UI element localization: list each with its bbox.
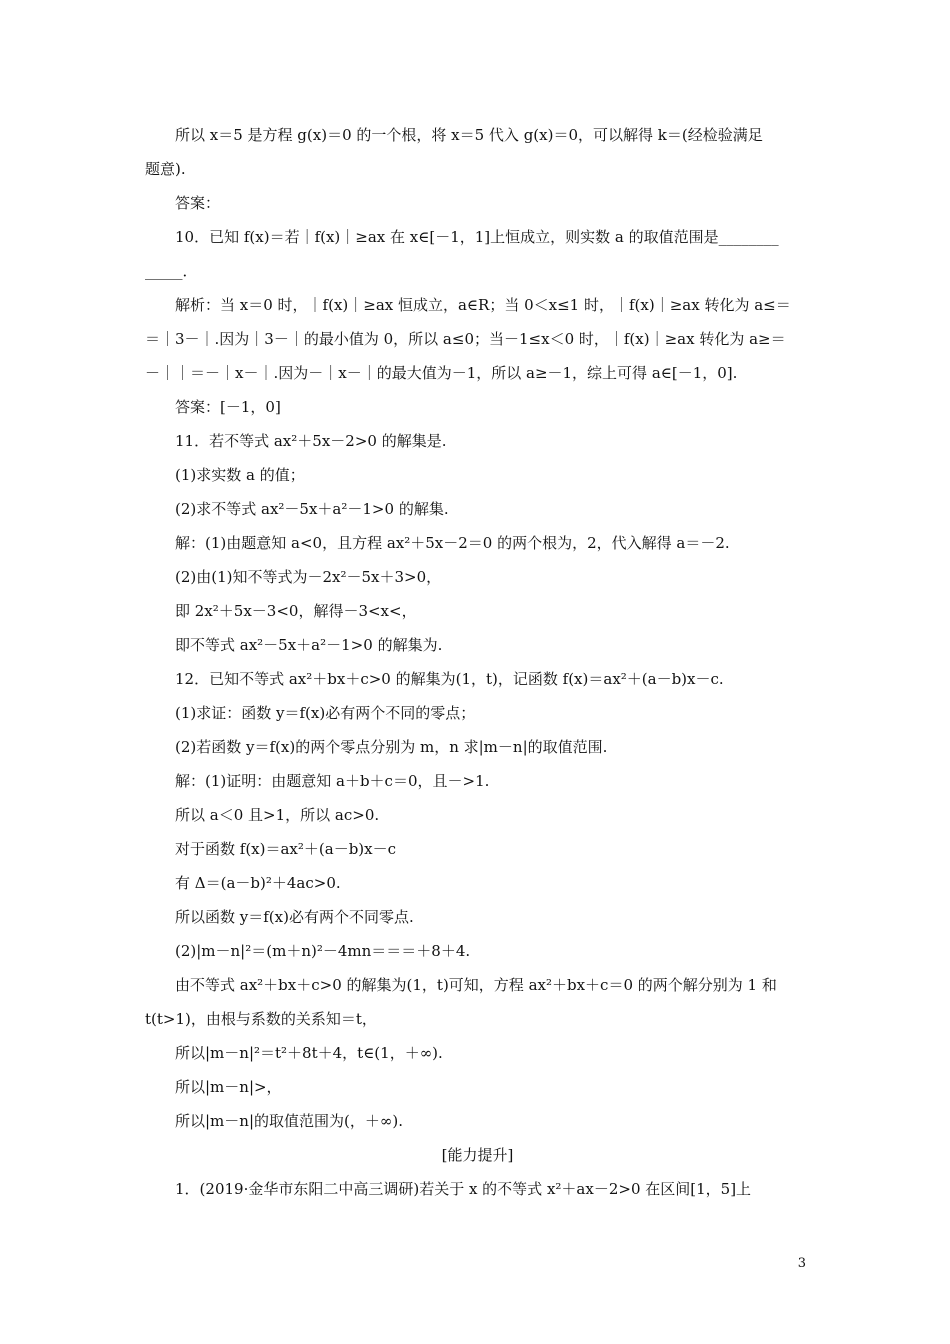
page-number: 3	[797, 1256, 806, 1271]
text-line: (1)求实数 a 的值；	[175, 466, 305, 484]
text-line: 所以函数 y＝f(x)必有两个不同零点.	[175, 908, 414, 926]
text-line: 解：(1)由题意知 a<0，且方程 ax²＋5x－2＝0 的两个根为，2，代入解得 a＝－2.	[175, 534, 730, 552]
text-line: t(t>1)，由根与系数的关系知＝t，	[145, 1010, 377, 1028]
text-line: －｜｜＝－｜x－｜.因为－｜x－｜的最大值为－1，所以 a≥－1，综上可得 a∈[－1，0].	[145, 364, 738, 382]
text-line: 11．若不等式 ax²＋5x－2>0 的解集是.	[175, 432, 447, 450]
text-line: 1．(2019·金华市东阳二中高三调研)若关于 x 的不等式 x²＋ax－2>0 在区间[1，5]上	[175, 1180, 752, 1198]
text-line: 所以|m－n|>，	[175, 1078, 282, 1096]
section-heading: [能力提升]	[441, 1146, 514, 1164]
text-line: 所以|m－n|²＝t²＋8t＋4，t∈(1，＋∞).	[175, 1044, 443, 1062]
text-line: 所以|m－n|的取值范围为(，＋∞).	[175, 1112, 403, 1130]
text-line: 即不等式 ax²－5x＋a²－1>0 的解集为.	[175, 636, 443, 654]
text-line: 解：(1)证明：由题意知 a＋b＋c＝0，且－>1.	[175, 772, 490, 790]
text-line: 解析：当 x＝0 时，｜f(x)｜≥ax 恒成立，a∈R；当 0＜x≤1 时，｜f(x)｜≥ax 转化为 a≤＝	[175, 296, 791, 314]
document-body	[145, 118, 810, 1206]
text-line: 12．已知不等式 ax²＋bx＋c>0 的解集为(1，t)，记函数 f(x)＝ax²＋(a－b)x－c.	[175, 670, 724, 688]
text-line: 答案：	[175, 194, 221, 212]
text-line: (2)若函数 y＝f(x)的两个零点分别为 m，n 求|m－n|的取值范围.	[175, 738, 608, 756]
text-line: 对于函数 f(x)＝ax²＋(a－b)x－c	[175, 840, 397, 858]
text-line: 即 2x²＋5x－3<0，解得－3<x<，	[175, 602, 417, 620]
text-line: (1)求证：函数 y＝f(x)必有两个不同的零点；	[175, 704, 476, 722]
text-line: ＝｜3－｜.因为｜3－｜的最小值为 0，所以 a≤0；当－1≤x＜0 时，｜f(x)｜≥ax 转化为 a≥＝	[145, 330, 786, 348]
text-line: 答案：[－1，0]	[175, 398, 281, 416]
text-line: 题意).	[145, 160, 186, 178]
text-line: 所以 x＝5 是方程 g(x)＝0 的一个根，将 x＝5 代入 g(x)＝0，可以解得 k＝(经检验满足	[175, 126, 763, 144]
text-line: 有 Δ＝(a－b)²＋4ac>0.	[175, 874, 341, 892]
text-line: 所以 a＜0 且>1，所以 ac>0.	[175, 806, 380, 824]
text-line: 10．已知 f(x)＝若｜f(x)｜≥ax 在 x∈[－1，1]上恒成立，则实数 a 的取值范围是________	[175, 228, 779, 246]
text-line: 由不等式 ax²＋bx＋c>0 的解集为(1，t)可知，方程 ax²＋bx＋c＝0 的两个解分别为 1 和	[175, 976, 777, 994]
text-line: (2)|m－n|²＝(m＋n)²－4mn＝＝＝＋8＋4.	[175, 942, 471, 960]
text-line: (2)求不等式 ax²－5x＋a²－1>0 的解集.	[175, 500, 449, 518]
text-line: (2)由(1)知不等式为－2x²－5x＋3>0，	[175, 568, 442, 586]
text-line: _____．	[145, 262, 198, 280]
